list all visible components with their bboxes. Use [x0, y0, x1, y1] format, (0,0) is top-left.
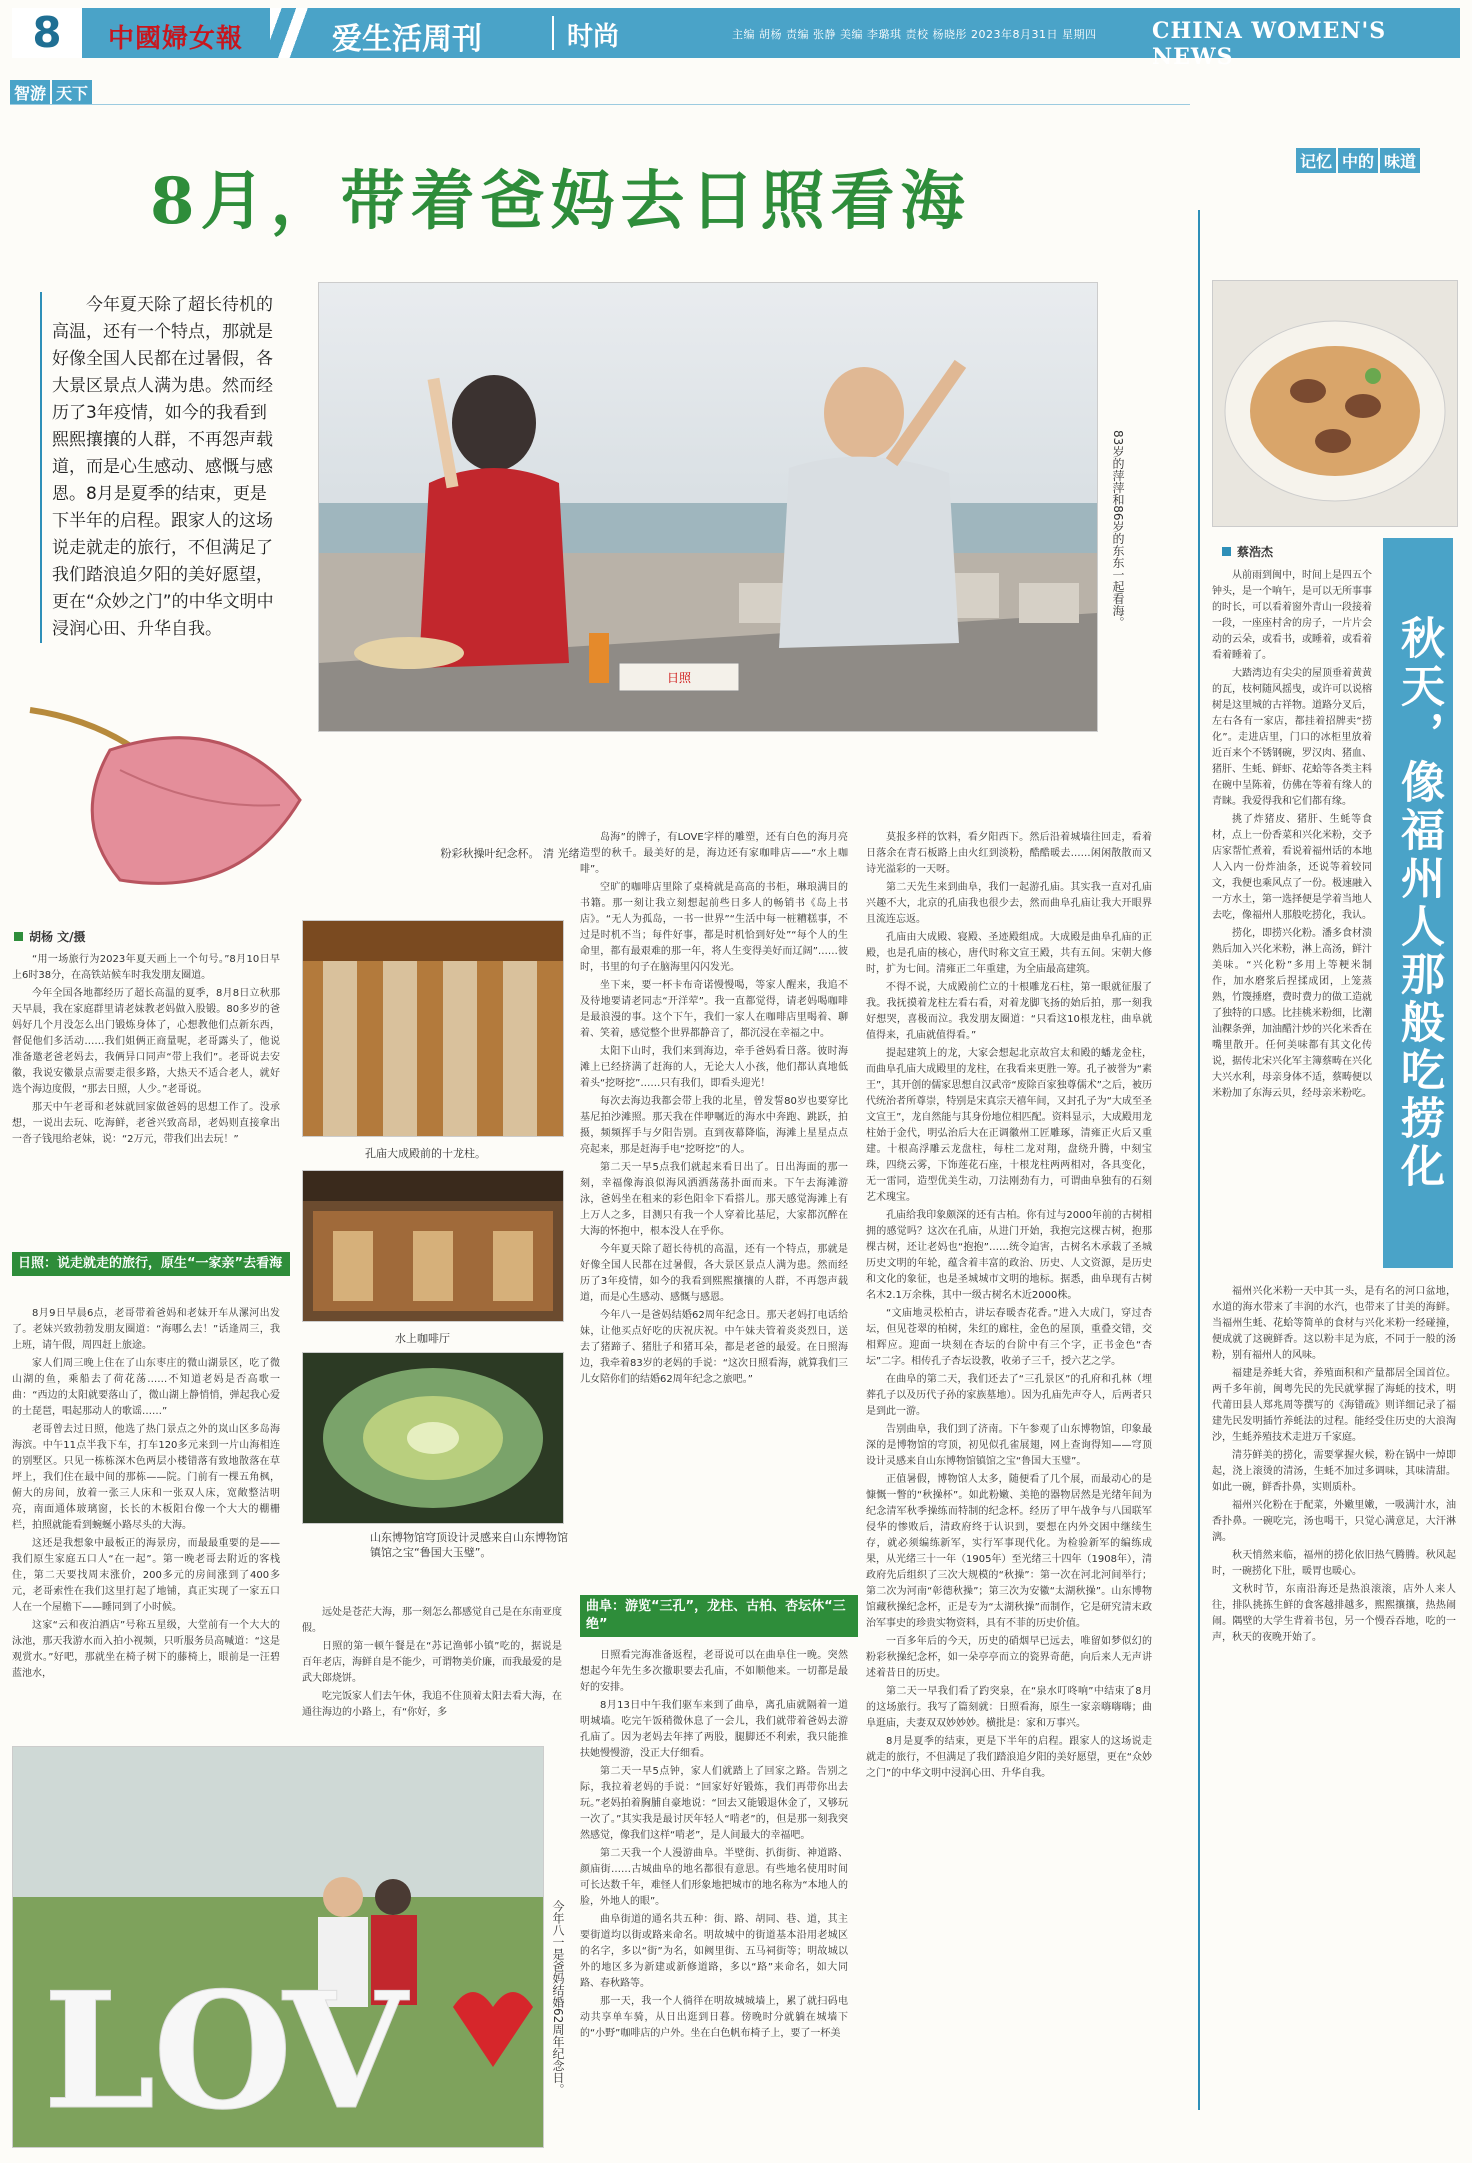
kicker-word: 中的: [1338, 148, 1378, 173]
paragraph: 挑了炸猪皮、猪肝、生蚝等食材，点上一份香菜和兴化米粉，交予店家帮忙煮着，看说着福州话的本地人入内一份炸油条，还说等着较同文，我便也乘风点了一份。极速融入一方水土，第一选择便是学着当地人去吃，像福州人那般吃捞化，我认。: [1212, 814, 1372, 921]
leaf-cup-caption: 粉彩秋操叶纪念杯。 清 光绪: [440, 847, 580, 860]
leaf-cup-photo: [10, 690, 310, 910]
museum-caption: 山东博物馆穹顶设计灵感来自山东博物馆镇馆之宝“鲁国大玉璧”。: [370, 1531, 568, 1559]
article-intro: 今年夏天除了超长待机的高温，还有一个特点，那就是好像全国人民都在过暑假，各大景区景点人满为患。然而经历了3年疫情，如今的我看到熙熙攘攘的人群，不再怨声载道，而是心生感动、感慨与感恩。8月是夏季的结束，更是下半年的启程。跟家人的这场说走就走的旅行，不但满足了我们踏浪追夕阳的美好愿望，更在“众妙之门”的中华文明中浸润心田、升华自我。: [40, 292, 282, 643]
paragraph: 正值暑假，博物馆人太多，随便看了几个展，而最动心的是慷慨一瞥的“秋操杯”。如此粉嫩、美艳的器物居然是光绪年间为纪念清军秋季操练而特制的纪念杯。经历了甲午战争与八国联军侵华的惨败后，清政府终于认识到，要想在内外交困中继续生存，就必须编练新军，实行军事现代化。为检验新军的编练成果，从光绪三十一年（1905年）至光绪三十四年（1908年），清政府先后组织了三次大规模的“秋操”：第一次在河北河间举行；第二次为河南“彰德秋操”；第三次为安徽“太湖秋操”。山东博物馆藏秋操纪念杯，正是专为“太湖秋操”而制作，它是研究清末政治军事史的珍贵实物资料，具有不菲的历史价值。: [866, 1474, 1152, 1629]
paragraph: 福州兴化粉在于配菜，外嫩里嫩，一吸满汁水，油香扑鼻。一碗吃完，汤也喝干，只觉心满意足，大汗淋漓。: [1212, 1500, 1456, 1543]
paragraph: 8月是夏季的结束，更是下半年的启程。跟家人的这场说走就走的旅行，不但满足了我们踏浪追夕阳的美好愿望，更在“众妙之门”的中华文明中浸润心田、升华自我。: [866, 1736, 1152, 1779]
dome-illustration: [303, 1353, 563, 1523]
paragraph: 福州兴化米粉一天中其一头，是有名的河口盆地，水道的海水带来了丰润的水汽，也带来了甘美的海鲜。当福州生蚝、花蛤等简单的食材与兴化米粉一经碰撞，便成就了这碗鲜香。这以粉丰足为底，不同于一般的汤粉，别有福州人的风味。: [1212, 1286, 1456, 1361]
header-meta: 主编 胡杨 责编 张静 美编 李璐琪 责校 杨晓彤 2023年8月31日 星期四: [732, 28, 1097, 41]
paragraph: 日照的第一顿午餐是在“苏记渔邨小镇”吃的，据说是百年老店，海鲜自是不能少，可谓物美价廉，而我最爱的是武大郎烧饼。: [302, 1641, 562, 1684]
paragraph: 每次去海边我都会带上我的北星，曾发誓80岁也要穿比基尼拍沙滩照。那天我在伴咿嘱近的海水中奔跑、跳跃，拍摄，频频挥手与夕阳告别。直到夜幕降临，海滩上星星点点亮起来，那是赶海手电“挖呀挖”的人。: [580, 1096, 848, 1155]
paragraph: 从前雨到闽中，时间上是四五个钟头，是一个响午，是可以无所事事的时长，可以看着窗外青山一段接着一段，一座座村舍的房子，一片片会动的云朵，或看书，或睡着，或看着看着睡着了。: [1212, 570, 1372, 661]
column-2-text: [302, 1605, 562, 1730]
author: 蔡浩杰: [1237, 545, 1274, 559]
sea-scene-illustration: [319, 283, 1097, 731]
column-3-text: [580, 830, 848, 1385]
subhead-rizhao: 日照：说走就走的旅行，原生“一家亲”去看海: [12, 1252, 290, 1276]
page-header: [12, 8, 1460, 70]
english-masthead: CHINA WOMEN'S NEWS: [1152, 18, 1387, 70]
paragraph: 告别曲阜，我们到了济南。下午参观了山东博物馆，印象最深的是博物馆的穹顶，初见似孔雀展翅，网上查询得知——穹顶设计灵感来自山东博物馆镇馆之宝“鲁国大玉璧”。: [866, 1424, 1152, 1467]
paragraph: 第二天一早5点我们就起来看日出了。日出海面的那一刻，幸福像海浪似海风洒洒荡荡扑面而来。下午去海滩游泳，爸妈坐在租来的彩色阳伞下看搭儿。那天感觉海滩上有上万人之多，目测只有我一个人穿着比基尼，大家都沉醉在大海的怀抱中，根本没人在乎你。: [580, 1162, 848, 1237]
paragraph: “文庙地灵松柏古，讲坛春暖杏花香。”进入大成门，穿过杏坛，但见苍翠的柏树，朱红的廊柱，金色的屋顶，重叠交错，交相辉应。迎面一块刻在杏坛的台阶中有三个字，正书金色“杏坛”二字。相传孔子杏坛设教，收弟子三千，授六艺之学。: [866, 1308, 1152, 1367]
dragon-pillar-caption: 孔庙大成殿前的十龙柱。: [365, 1147, 486, 1160]
page-number: 8: [12, 8, 82, 58]
newspaper-logo: 中國婦女報: [108, 24, 244, 54]
paragraph: 那一天，我一个人徜徉在明故城城墙上，累了就扫码电动共享单车骑，从日出逛到日暮。傍晚时分就躺在城墙下的“小野”咖啡店的户外。坐在白色帆布椅子上，要了一杯美: [580, 1996, 848, 2039]
column-3b-text: [580, 1648, 848, 2148]
pillar-illustration: [303, 921, 563, 1136]
main-photo-sea: [318, 282, 1098, 732]
weekly-title: 爱生活周刊: [332, 22, 482, 57]
paragraph: 家人们周三晚上住在了山东枣庄的微山湖景区，吃了微山湖的鱼，乘船去了荷花荡……不知道老妈是否高歌一曲：“西边的太阳就要落山了，微山湖上静悄悄，弹起我心爱的土琵琶，唱起那动人的歌谣……”: [12, 1358, 280, 1417]
kicker-word: 味道: [1380, 148, 1420, 173]
love-illustration: [13, 1747, 543, 2147]
paragraph: 第二天一早5点钟，家人们就踏上了回家之路。告别之际，我拉着老妈的手说：“回家好好锻炼，我们再带你出去玩。”老妈拍着胸脯自豪地说：“回去又能锻退休金了，又够玩一次了。”其实我是最讨厌年轻人“啃老”的，但是那一刻我突然感觉，像我们这样“啃老”，是人间最大的幸福吧。: [580, 1766, 848, 1841]
museum-dome-photo: [302, 1352, 564, 1524]
paragraph: 捞化，即捞兴化粉。潘多食材溃熟后加入兴化米粉，淋上高汤，鲜汁美味。“兴化粉”多用上等粳米制作，加水磨浆后捏揉成团，上笼蒸熟，竹篾捶磨，费时费力的做工造就了独特的口感。比挂桃米粉细，比潮汕粿条弹，加油醋汁炒的兴化米香在嘴里散开。任何美味都有其文化传说，据传北宋兴化军主簿蔡畴在兴化大兴水利，母亲身体不适，蔡畴便以米粉加了东海云贝，经母亲米粉吃。: [1212, 928, 1372, 1099]
paragraph: 老哥曾去过日照，他选了热门景点之外的岚山区多岛海海滨。中午11点半我下车，打车120多元来到一片山海相连的别墅区。只见一栋栋深木色两层小楼错落有致地散落在草坪上，我们住在最中间的那栋——院。门前有一棵五角枫，俯大的房间，放着一张三人床和一张双人床，宽敞整洁明亮，南面通体玻璃窗，长长的木板阳台像一个大大的棚栅栏，拍照就能看到蜿蜒小路尽头的大海。: [12, 1424, 280, 1531]
love-photo-caption: 今年八一是爸妈结婚62周年纪念日。: [551, 1900, 565, 2096]
right-column-text-bottom: [1212, 1284, 1456, 2150]
slash-decoration: [270, 8, 310, 58]
kicker-word: 天下: [52, 80, 92, 105]
paragraph: 今年八一是爸妈结婚62周年纪念日。那天老妈打电话给妹，让他买点好吃的庆祝庆祝。中午妹夫管着炎炎烈日，送去了猪蹄子、猪肚子和猪耳朵，都是老爸的最爱。在日照海边，我牵着83岁的老妈的手说：“这次日照看海，就算我们三儿女陪你们的结婚62周年纪念之旅吧。”: [580, 1310, 848, 1385]
food-illustration: [1213, 281, 1457, 526]
paragraph: 孔庙由大成殿、寝殿、圣迹殿组成。大成殿是曲阜孔庙的正殿，也是孔庙的核心，唐代时称文宣王殿，共有五间。宋朝大修时，扩为七间。清雍正二年重建，为全庙最高建筑。: [866, 932, 1152, 975]
paragraph: 第二天我一个人漫游曲阜。半壁街、扒街街、神道路、颜庙街……古城曲阜的地名都很有意思。有些地名使用时间可长达数千年，难怪人们形象地把城市的地名称为“本地人的脸，外地人的眼”。: [580, 1848, 848, 1907]
article-title: 8月，带着爸妈去日照看海: [150, 164, 971, 239]
column-kicker-right: [1296, 148, 1422, 173]
cafe-photo: [302, 1170, 564, 1322]
paragraph: 今年全国各地都经历了超长高温的夏季，8月8日立秋那天早晨，我在家庭群里请老妹教老妈做入股锻。80多岁的爸妈好几个月没怎么出门锻炼身体了，心想教他们点新东西，督促他们多活动……我们姐俩正商量呢，老哥露头了，他说准备邀老爸老妈去，我俩异口同声“带上我们”。老哥说去安徽，我说安徽景点需要走很多路，大热天不适合老人，就好选个海边度假，“那去日照，人少。”老哥说。: [12, 988, 280, 1095]
paragraph: 这还是我想象中最板正的海景房，而最最重要的是——我们原生家庭五口人“在一起”。第一晚老哥去附近的客栈住，第二天要找周末涨价，200多元的房间涨到了400多元，老哥索性在我们这里打起了地铺，真正实现了一家五口人在一个屋檐下——睡同到了小时候。: [12, 1538, 280, 1613]
kicker-word: 记忆: [1296, 148, 1336, 173]
paragraph: 清芬鲜美的捞化，需要掌握火候，粉在锅中一焯即起，浇上滚烫的清汤，生蚝不加过多调味，其味清甜。如此一碗，鲜香扑鼻，实则质朴。: [1212, 1450, 1456, 1493]
paragraph: 大踏湾边有尖尖的屋顶垂着黄黄的瓦，枝柯随风摇曳，或许可以说榕树是这里城的古祥物。道路分叉后，左右各有一家店，都挂着招牌卖“捞化”。走进店里，门口的冰柜里放着近百来个不锈钢碗，罗汉肉、猪血、猪肝、生蚝、鲜虾、花蛤等各类主料在碗中呈陈着，仿佛在等着有缘人的青睐。我爱得我和它们都有缘。: [1212, 668, 1372, 807]
column-1b-text: [12, 1306, 280, 1726]
column-kicker-left: [10, 80, 94, 105]
dragon-pillar-photo: [302, 920, 564, 1137]
paragraph: 那天中午老哥和老妹就回家做爸妈的思想工作了。没承想，一说出去玩、吃海鲜，老爸兴致高昂，老妈则直接拿出一沓子钱甩给老妹，说：“2万元，带我们出去玩！”: [12, 1102, 280, 1145]
paragraph: 一百多年后的今天，历史的硝烟早已远去，唯留如梦似幻的粉彩秋操纪念杯，如一朵亭亭而立的瓷界奇葩，向后来人无声讲述着昔日的历史。: [866, 1636, 1152, 1679]
laohua-food-photo: [1212, 280, 1458, 527]
love-letters: L: [43, 1957, 156, 2145]
paragraph: 第二天一早我们看了趵突泉，在“泉水叮咚响”中结束了8月的这场旅行。我写了篇刻就：日照看海，原生一家亲嗨嗨嗨；曲阜逛庙，夫妻双双妙妙妙。横批是：家和万事兴。: [866, 1686, 1152, 1729]
bottle-label: 日照: [666, 671, 692, 685]
love-letters: V: [283, 1957, 408, 2145]
paragraph: “用一场旅行为2023年夏天画上一个句号。”8月10日早上6时38分，在高铁站候车时我发朋友圈道。: [12, 954, 280, 981]
right-column-text-top: [1212, 568, 1372, 1278]
paragraph: 8月13日中午我们驱车来到了曲阜，离孔庙就隔着一道明城墙。吃完午饭稍微休息了一会儿，我们就带着爸妈去游孔庙了。因为老妈去年摔了两股，腿脚还不利索，我只能推扶她慢慢游，没正大仔细看。: [580, 1700, 848, 1759]
paragraph: 岛海”的牌子，有LOVE字样的雕塑，还有白色的海月亮造型的秋千。最美好的是，海边还有家咖啡店——“水上咖啡”。: [580, 832, 848, 875]
love-sculpture-photo: [12, 1746, 544, 2148]
paragraph: 孔庙给我印象颇深的还有古柏。你有过与2000年前的古树相拥的感觉吗？这次在孔庙，从进门开始，我抱完这棵古树，抱那棵古树，还让老妈也“抱抱”……统令迫害，古树名木承载了圣城历史文明的年轮，蕴含着丰富的政治、历史、人文资源，是历史和文化的象征，也是圣城城市文明的地标。据悉，曲阜现有古树名木2.1万余株，其中一级古树名木近2000株。: [866, 1210, 1152, 1301]
paragraph: 不得不说，大成殿前伫立的十根雕龙石柱，第一眼就征服了我。我抚摸着龙柱左看右看，对着龙脚飞扬的始后拍，那一刻我好想哭，喜极而泣。我发朋友圈道：“只看这10根龙柱，曲阜就值得来，孔庙就值得看。”: [866, 982, 1152, 1041]
paragraph: 坐下来，要一杯卡布奇诺慢慢喝，等家人醒来，我追不及待地要请老同志“开洋荤”。我一直都觉得，请老妈喝咖啡是最浪漫的事。这个下午，我们一家人在咖啡店里喝着、聊着、笑着，感觉整个世界都静音了，都沉浸在幸福之中。: [580, 980, 848, 1039]
author: 胡杨 文/摄: [29, 930, 86, 944]
right-article-title: 秋天，像福州人那般吃捞化: [1383, 538, 1453, 1268]
subhead-qufu: 曲阜：游览“三孔”，龙柱、古柏、杏坛休“三绝”: [580, 1595, 858, 1637]
paragraph: 日照看完海准备返程，老哥说可以在曲阜住一晚。突然想起今年先生多次撤职要去孔庙，不如顺他来。一切都是最好的安排。: [580, 1650, 848, 1693]
paragraph: 文秋时节，东南沿海还是热浪滚滚，店外人来人往，排队挑拣生鲜的食客越排越多，熙熙攘攘，热热闹闹。隅壁的大学生背着书包，另一个慢吞吞地，吃的一声，秋天的夜晚开始了。: [1212, 1584, 1456, 1643]
paragraph: 8月9日早晨6点，老哥带着爸妈和老妹开车从漯河出发了。老妹兴致勃勃发朋友圈道：“海哪么去！”话逢周三，我上班，请午假，周四赶上旅途。: [12, 1308, 280, 1351]
kicker-word: 智游: [10, 80, 50, 105]
paragraph: 今年夏天除了超长待机的高温，还有一个特点，那就是好像全国人民都在过暑假，各大景区景点人满为患。然而经历了3年疫情，如今的我看到熙熙攘攘的人群，不再怨声载道，而是心生感动、感慨与感恩。: [580, 1244, 848, 1303]
rule: [10, 104, 1190, 105]
paragraph: 秋天悄然来临，福州的捞化依旧热气腾腾。秋风起时，一碗捞化下肚，暖胃也暖心。: [1212, 1550, 1456, 1577]
byline-right: [1222, 543, 1273, 560]
right-column-rule: [1198, 210, 1200, 2110]
paragraph: 远处是苍茫大海，那一刻怎么都感觉自己是在东南亚度假。: [302, 1607, 562, 1634]
cafe-caption: 水上咖啡厅: [395, 1332, 450, 1345]
paragraph: 吃完饭家人们去午休，我追不住顶着太阳去看大海，在通往海边的小路上，有“你好，多: [302, 1691, 562, 1718]
paragraph: 空旷的咖啡店里除了桌椅就是高高的书柜，琳琅满目的书籍。那一刻让我立刻想起前些日多人的畅销书《岛上书店》。“无人为孤岛，一书一世界”“生活中每一桩糟糕事，不过是时机不当；每件好事，都是时机恰到好处”“每个人的生命里，都有最艰难的那一年，将人生变得美好而辽阔”……彼时，书里的句子在脑海里闪闪发光。: [580, 882, 848, 973]
byline-marker: [1222, 547, 1231, 556]
paragraph: 福建是养蚝大省，养殖面积和产量都居全国首位。两千多年前，闽粤先民的先民就掌握了海蚝的技术，明代莆田县人郑兆周等撰写的《海错疏》则详细记录了福建先民发明插竹养蚝法的过程。能经受住历史的大浪淘沙，生蚝养殖技术走进万千家庭。: [1212, 1368, 1456, 1443]
main-photo-caption: 83岁的萍萍和86岁的东东一起看海。: [1111, 430, 1125, 629]
byline-marker: [14, 932, 23, 941]
paragraph: 这家“云和夜泊酒店”号称五星级，大堂前有一个大大的泳池，那天我游水而入拍小视频，只听服务员高喊道：“这是观赏水。”好吧，那就坐在椅子树下的藤椅上，眼前是一汪碧蓝池水，: [12, 1620, 280, 1679]
cafe-illustration: [303, 1171, 563, 1321]
paragraph: 提起建筑上的龙，大家会想起北京故宫太和殿的蟠龙金柱，而曲阜孔庙大成殿里的龙柱，在我看来更胜一筹。孔子被誉为“素王”，其开创的儒家思想自汉武帝“废除百家独尊儒术”之后，被历代统治者所尊崇，特别是宋真宗天禧年间，又封孔子为“大成至圣文宣王”，龙自然能与其身份地位相匹配。资料显示，大成殿用龙柱始于金代，明弘治后大在正调徽州工匠雕琢，清雍正火后又重建。十根高浮雕云龙盘柱，每柱二龙对翔，盘绕升腾，中刻宝珠，四绕云雾，下饰莲花石座，十根龙柱两两相对，各具变化，无一雷同，造型优美生动，刀法刚劲有力，可谓曲阜独有的石刻艺术瑰宝。: [866, 1048, 1152, 1203]
section-title: 时尚: [567, 22, 620, 52]
byline-left: [14, 928, 86, 945]
paragraph: 第二天先生来到曲阜，我们一起游孔庙。其实我一直对孔庙兴趣不大，北京的孔庙我也很少去，然而曲阜孔庙让我大开眼界且流连忘返。: [866, 882, 1152, 925]
paragraph: 在曲阜的第二天，我们还去了“三孔景区”的孔府和孔林（埋葬孔子以及历代子孙的家族墓地）。因为孔庙先声夺人，后两者只是到此一游。: [866, 1374, 1152, 1417]
paragraph: 莫报多样的饮料，看夕阳西下。然后沿着城墙往回走，看着日落余在青石板路上由火红到淡粉，酷酷暖去……闲闲散散而又诗光溢彩的一天呀。: [866, 832, 1152, 875]
love-letters: O: [153, 1957, 293, 2145]
paragraph: 曲阜街道的通名共五种：街、路、胡同、巷、道，其主要街道均以街或路来命名。明故城中的街道基本沿用老城区的名字，多以“街”为名，如阙里街、五马祠街等；明故城以外的地区多为新建或新修道路，多以“路”来命名，如大同路、春秋路等。: [580, 1914, 848, 1989]
paragraph: 太阳下山时，我们来到海边，牵手爸妈看日落。彼时海滩上已经挤满了赶海的人，无论大人小孩，他们都认真地低着头“挖呀挖”……只有我们，即看头迎光！: [580, 1046, 848, 1089]
leaf-cup-illustration: [10, 690, 310, 910]
column-1-text: [12, 952, 280, 1242]
header-divider: [552, 16, 554, 50]
column-4-text: [866, 830, 1152, 2148]
